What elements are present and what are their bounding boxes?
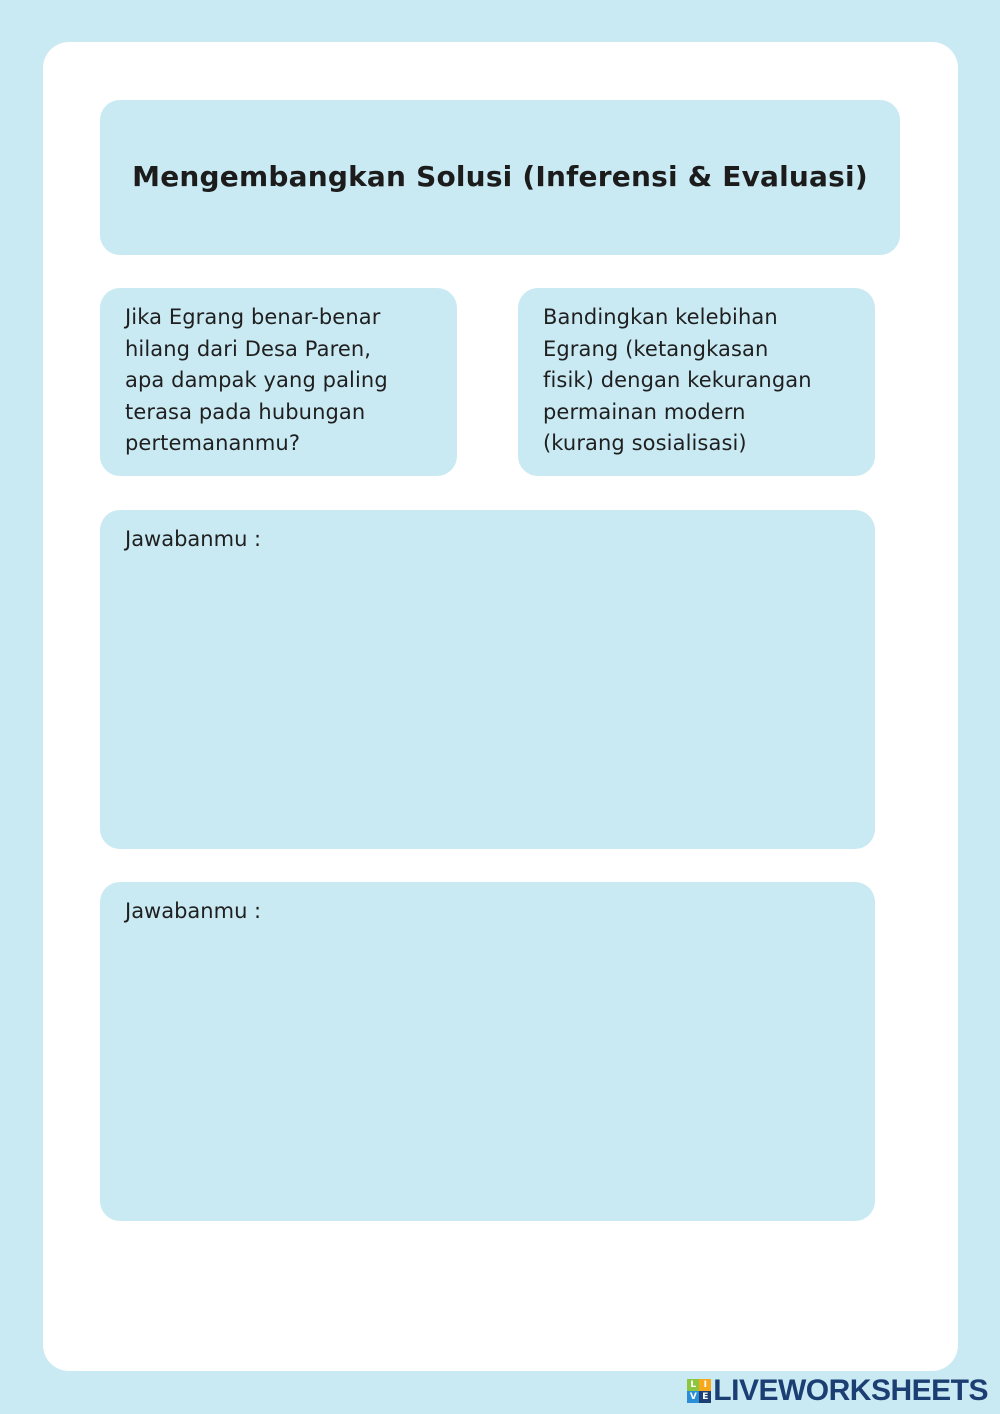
liveworksheets-brand xyxy=(687,1376,988,1406)
question-text-1: Jika Egrang benar-benar hilang dari Desa Paren, apa dampak yang paling terasa pada hubungan pertemananmu? xyxy=(125,305,388,455)
answer-input-1[interactable] xyxy=(120,560,855,831)
page-title: Mengembangkan Solusi (Inferensi & Evaluasi) xyxy=(132,160,868,193)
answer-input-2[interactable] xyxy=(120,932,855,1203)
question-text-2: Bandingkan kelebihan Egrang (ketangkasan fisik) dengan kekurangan permainan modern (kurang sosialisasi) xyxy=(543,305,812,455)
answer-label-1: Jawabanmu : xyxy=(125,527,262,551)
liveworksheets-logo-icon xyxy=(687,1379,711,1403)
answer-card-2 xyxy=(100,882,875,1221)
answer-label-2: Jawabanmu : xyxy=(125,899,262,923)
title-banner xyxy=(100,100,900,255)
logo-letter-v: V xyxy=(687,1391,699,1403)
logo-letter-l: L xyxy=(687,1379,699,1391)
question-card-2 xyxy=(518,288,875,476)
brand-wordmark: LIVEWORKSHEETS xyxy=(713,1374,988,1407)
question-card-1 xyxy=(100,288,457,476)
answer-card-1 xyxy=(100,510,875,849)
logo-letter-e: E xyxy=(699,1391,711,1403)
logo-letter-i: I xyxy=(699,1379,711,1391)
